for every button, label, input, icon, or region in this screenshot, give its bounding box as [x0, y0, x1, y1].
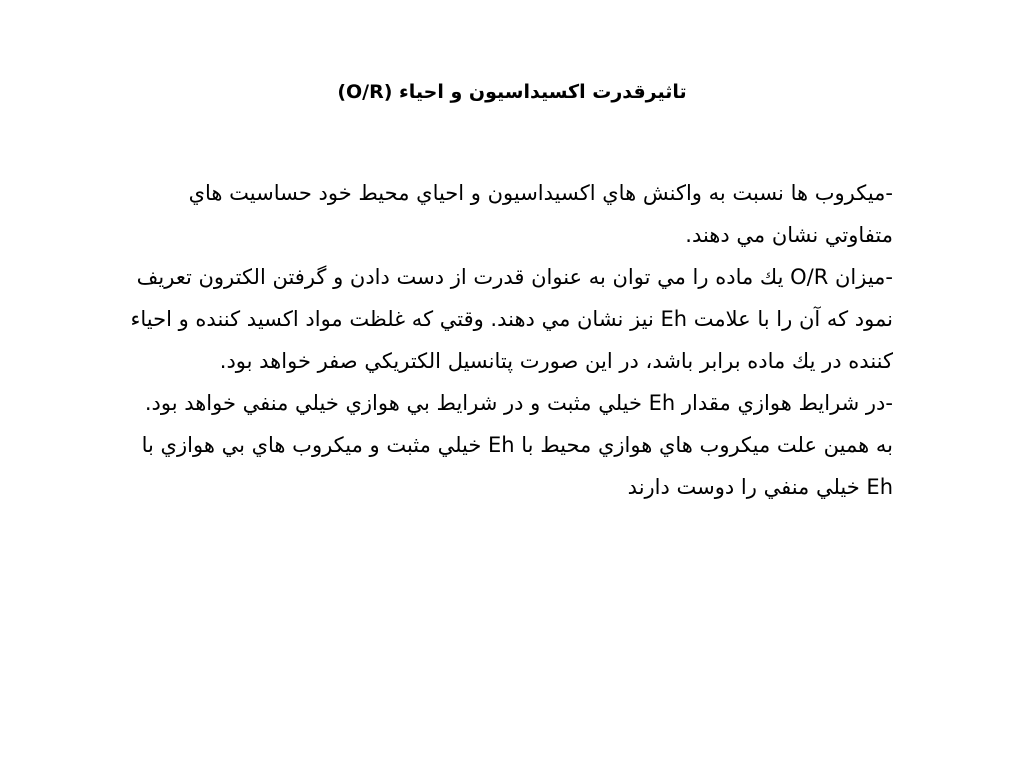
paragraph-or-definition: -میزان O/R یك ماده را مي توان به عنوان قدرت از دست دادن و گرفتن الکترون تعریف نمود که آن را با علامت Eh نیز نشان مي دهند. وقتي که غلظت مواد اکسید کننده و احیاء کننده در یك ماده برابر باشد، در این صورت پتانسیل الکتریکي صفر خواهد بود. — [130, 265, 893, 373]
paragraph-microbe-sensitivity: -میکروب ها نسبت به واکنش هاي اکسیداسیون و احیاي محیط خود حساسیت هاي متفاوتي نشان مي دهند. — [188, 181, 893, 247]
slide-body — [128, 172, 893, 508]
slide-title: تاثیرقدرت اکسیداسیون و احیاء (O/R) — [337, 81, 687, 103]
paragraph-aerobic-anaerobic-eh: -در شرایط هوازي مقدار Eh خیلي مثبت و در شرایط بي هوازي خیلي منفي خواهد بود. به همین علت میکروب هاي هوازي محیط با Eh خیلي مثبت و میکروب هاي بي هوازي با Eh خیلي منفي را دوست دارند — [141, 391, 893, 499]
